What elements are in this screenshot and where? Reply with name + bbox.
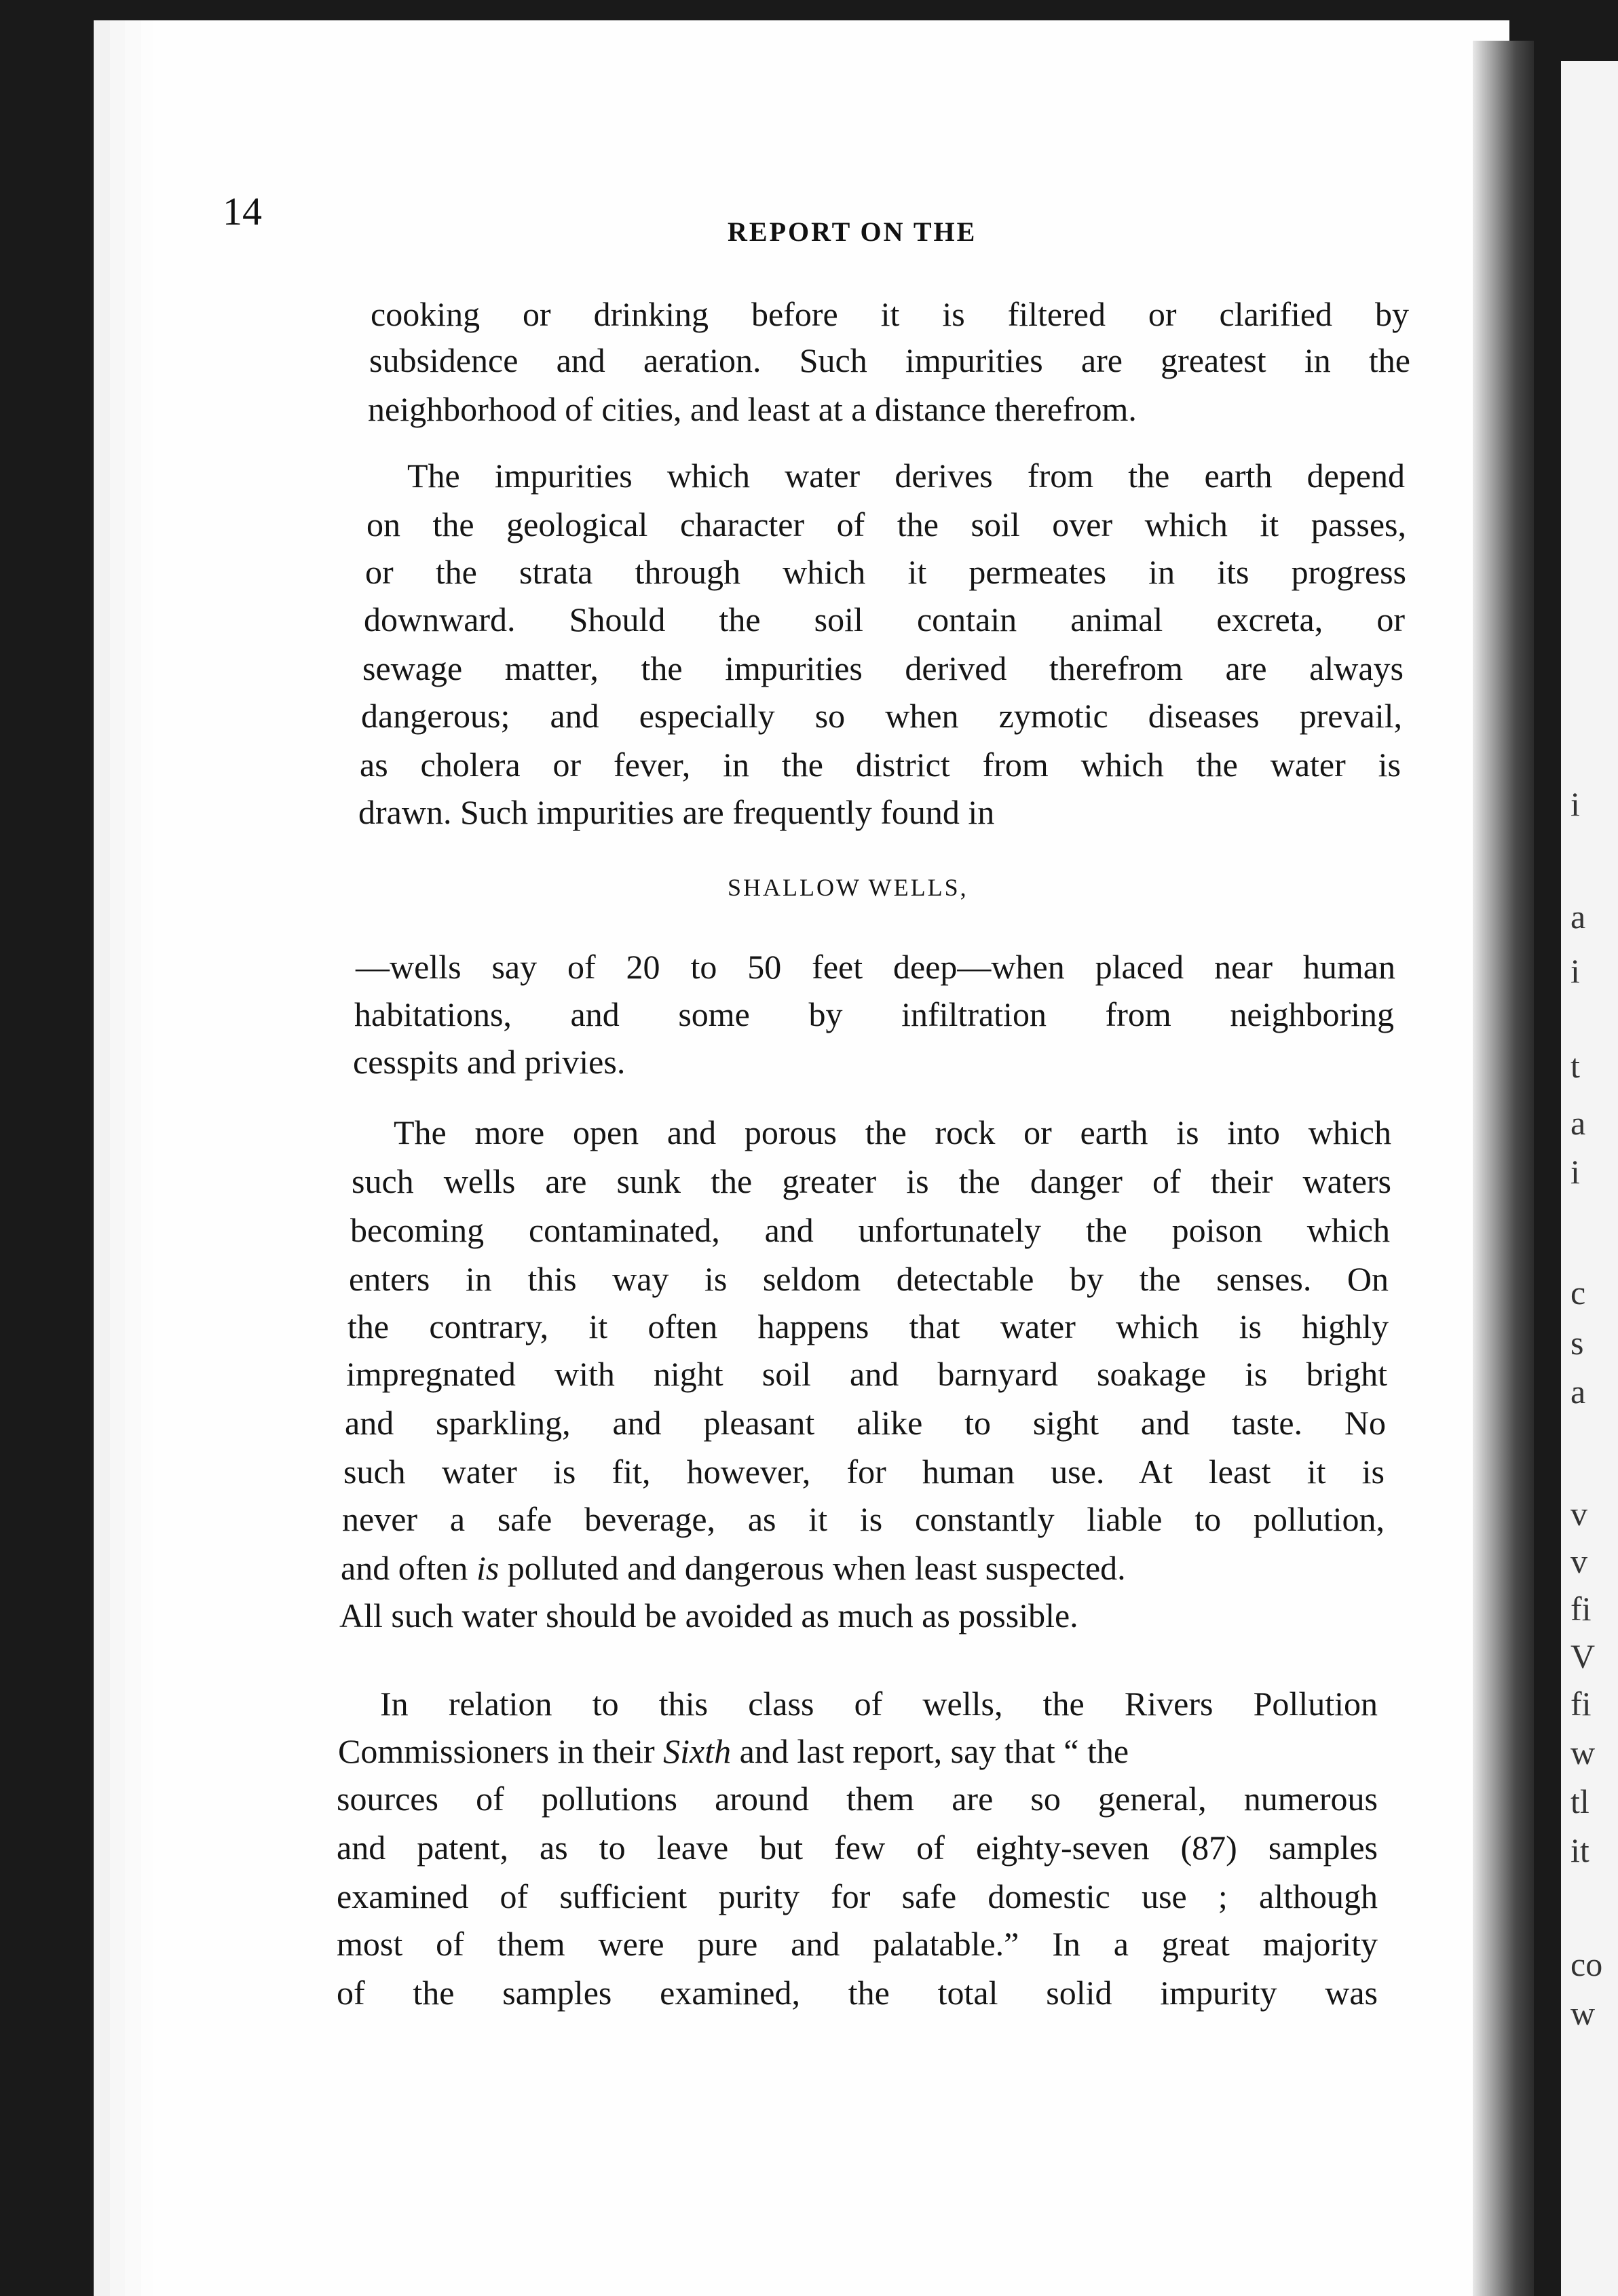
text-run: polluted and dangerous when least suspected.	[507, 1549, 1126, 1587]
text-line: cooking or drinking before it is filtered or clarified by	[371, 295, 1409, 333]
text-run: and often	[341, 1549, 468, 1587]
text-run: and last report, say that “ the	[739, 1732, 1129, 1770]
text-line: as cholera or fever, in the district from which the water is	[360, 746, 1401, 784]
facing-page-fragment: w	[1570, 1734, 1596, 1772]
facing-page-fragment: a	[1570, 1373, 1586, 1411]
page-number: 14	[223, 189, 262, 233]
text-line: dangerous; and especially so when zymotic diseases prevail,	[361, 697, 1402, 735]
facing-page-fragment: i	[1570, 785, 1580, 823]
text-line: enters in this way is seldom detectable by the senses. On	[349, 1260, 1389, 1298]
text-line: such water is fit, however, for human use. At least it is	[343, 1453, 1385, 1491]
text-line: The more open and porous the rock or earth is into which	[394, 1113, 1391, 1151]
text-line: In relation to this class of wells, the Rivers Pollution	[380, 1685, 1378, 1723]
running-head: REPORT ON THE	[728, 216, 977, 247]
text-line: neighborhood of cities, and least at a distance therefrom.	[368, 390, 1137, 428]
text-line: downward. Should the soil contain animal excreta, or	[364, 600, 1405, 638]
text-line: or the strata through which it permeates in its progress	[365, 553, 1406, 591]
text-line: most of them were pure and palatable.” In a great majority	[337, 1925, 1378, 1963]
page-edge	[110, 20, 126, 2296]
text-line: impregnated with night soil and barnyard soakage is bright	[346, 1355, 1387, 1393]
facing-page-fragment: co	[1570, 1945, 1603, 1983]
text-line: and sparkling, and pleasant alike to sight and taste. No	[345, 1404, 1386, 1442]
facing-page-fragment: i	[1570, 1153, 1580, 1191]
text-line: never a safe beverage, as it is constantly liable to pollution,	[342, 1500, 1385, 1538]
facing-page-fragment: c	[1570, 1274, 1586, 1312]
facing-page-fragment: i	[1570, 952, 1580, 990]
facing-page-fragment: s	[1570, 1324, 1584, 1362]
italic-word: is	[476, 1549, 500, 1587]
text-line: habitations, and some by infiltration from neighboring	[354, 995, 1394, 1033]
text-line: sewage matter, the impurities derived therefrom are always	[362, 649, 1404, 687]
italic-word: Sixth	[663, 1732, 732, 1770]
text-run: Commissioners in their	[338, 1732, 655, 1770]
page-edge	[94, 20, 111, 2296]
text-line: becoming contaminated, and unfortunately the poison which	[350, 1211, 1390, 1249]
text-line: on the geological character of the soil over which it passes,	[366, 505, 1406, 543]
text-line: The impurities which water derives from the earth depend	[407, 457, 1405, 495]
text-line: and patent, as to leave but few of eighty-seven (87) samples	[337, 1829, 1378, 1867]
facing-page-fragment: v	[1570, 1495, 1587, 1533]
facing-page-fragment: a	[1570, 898, 1586, 936]
facing-page-fragment: fi	[1570, 1590, 1592, 1628]
facing-page-fragment: t	[1570, 1047, 1580, 1085]
text-line	[338, 1727, 1379, 1775]
page-edge	[141, 20, 155, 2296]
text-line: All such water should be avoided as much as possible.	[339, 1596, 1078, 1634]
facing-page-fragment: v	[1570, 1542, 1587, 1580]
text-line: the contrary, it often happens that water which is highly	[347, 1307, 1389, 1345]
facing-page-fragment: tl	[1570, 1782, 1589, 1820]
facing-page-fragment: fi	[1570, 1685, 1592, 1723]
page-edge	[125, 20, 143, 2296]
facing-page-fragment: V	[1570, 1637, 1596, 1675]
text-line: examined of sufficient purity for safe domestic use ; although	[337, 1877, 1378, 1915]
text-line: sources of pollutions around them are so general, numerous	[337, 1780, 1378, 1818]
book-gutter-shadow	[1473, 41, 1534, 2296]
text-line: cesspits and privies.	[353, 1043, 626, 1081]
text-line: such wells are sunk the greater is the danger of their waters	[352, 1162, 1391, 1200]
text-line: subsidence and aeration. Such impurities are greatest in the	[369, 341, 1410, 379]
text-line: drawn. Such impurities are frequently found in	[358, 793, 995, 831]
section-subheading: SHALLOW WELLS,	[728, 874, 968, 901]
facing-page-fragment: a	[1570, 1104, 1586, 1142]
text-line: —wells say of 20 to 50 feet deep—when placed near human	[356, 948, 1395, 986]
facing-page-sliver	[1561, 61, 1618, 2296]
facing-page-fragment: w	[1570, 1994, 1596, 2032]
facing-page-fragment: it	[1570, 1831, 1589, 1869]
text-line: of the samples examined, the total solid impurity was	[337, 1974, 1378, 2012]
text-line	[341, 1544, 1383, 1592]
